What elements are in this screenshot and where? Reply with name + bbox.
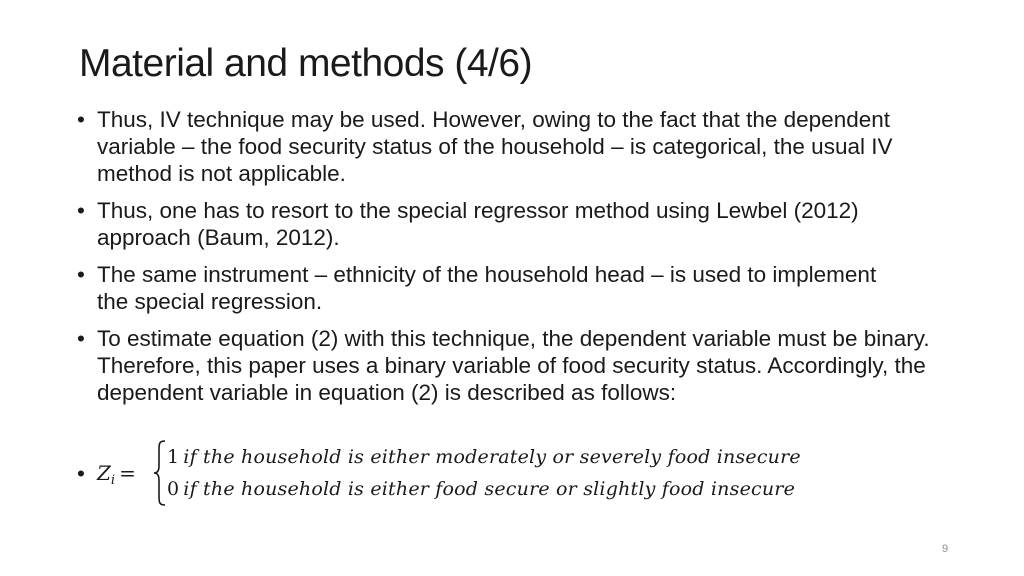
bullet-marker: • bbox=[77, 326, 85, 351]
equation-bullet bbox=[75, 438, 955, 510]
bullet-marker: • bbox=[77, 198, 85, 223]
left-brace-icon bbox=[153, 440, 167, 506]
bullet-marker: • bbox=[77, 461, 85, 486]
bullet-list bbox=[75, 106, 955, 416]
bullet-marker: • bbox=[77, 107, 85, 132]
case-value: 1 bbox=[167, 446, 180, 468]
case-condition: if the household is either moderately or severely food insecure bbox=[183, 446, 801, 468]
bullet-marker: • bbox=[77, 262, 85, 287]
equation-variable: Z bbox=[97, 461, 111, 485]
page-number: 9 bbox=[941, 543, 949, 555]
bullet-item bbox=[75, 261, 887, 315]
equation-case-2 bbox=[167, 477, 795, 501]
case-condition: if the household is either food secure or slightly food insecure bbox=[183, 478, 796, 500]
equation-subscript: i bbox=[110, 473, 116, 488]
bullet-text: The same instrument – ethnicity of the household head – is used to implement the special regression. bbox=[97, 262, 877, 314]
bullet-item bbox=[75, 197, 897, 251]
case-value: 0 bbox=[167, 478, 180, 500]
equation-case-1 bbox=[167, 445, 801, 469]
bullet-text: Thus, one has to resort to the special regressor method using Lewbel (2012) approach (Baum, 2012). bbox=[97, 198, 859, 250]
bullet-item bbox=[75, 325, 957, 406]
equation-lhs bbox=[97, 460, 136, 494]
bullet-text: Thus, IV technique may be used. However, owing to the fact that the dependent variable – the food security status of the household – is categorical, the usual IV method is not applicable. bbox=[97, 107, 893, 186]
bullet-text: To estimate equation (2) with this technique, the dependent variable must be binary. Therefore, this paper uses a binary variable of food security status. Accordingly, the dependent variable in equation (2) is described as follows: bbox=[97, 326, 930, 405]
slide-title: Material and methods (4/6) bbox=[79, 42, 533, 85]
equation-equals: = bbox=[119, 461, 136, 485]
bullet-item bbox=[75, 106, 897, 187]
